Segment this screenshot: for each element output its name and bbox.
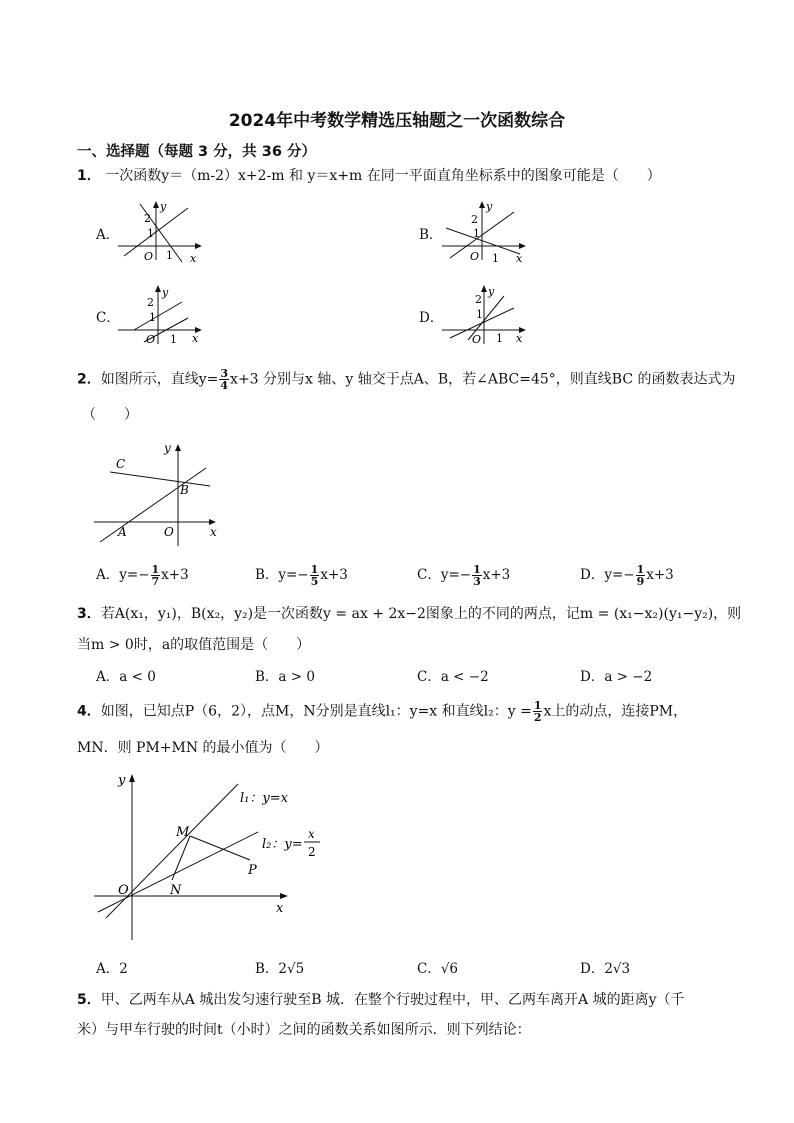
answer-paren: （ ） (82, 407, 138, 423)
question-number: 2． (77, 371, 101, 388)
question-4-line2: MN．则 PM+MN 的最小值为（ ） (77, 740, 329, 756)
segment-pm (190, 836, 250, 860)
y-label: y (162, 286, 169, 299)
fraction (151, 564, 161, 587)
q4-option-a: A．2 (96, 961, 128, 977)
origin-label: O (146, 333, 156, 346)
y-axis-arrow-icon (155, 285, 161, 292)
fraction (533, 700, 543, 723)
point-c-label: C (116, 457, 126, 471)
question-text-part2: x上的动点，连接PM， (543, 703, 688, 720)
y-axis-arrow-icon (153, 201, 159, 208)
tick-two: 2 (471, 213, 478, 226)
q3-option-b: B．a > 0 (255, 669, 315, 685)
question-number: 4． (77, 703, 101, 720)
option-label: D． (580, 567, 605, 583)
option-label: C． (417, 567, 441, 583)
q4-option-d: D．2√3 (580, 961, 631, 977)
line-l2-denominator: 2 (308, 845, 316, 859)
option-post: x+3 (161, 567, 189, 583)
q2-option-d (580, 563, 674, 587)
option-pre: y=− (440, 567, 472, 583)
option-post: x+3 (482, 567, 511, 583)
question-text-line1: 若A(x₁，y₁)，B(x₂，y₂)是一次函数y = ax + 2x−2图象上的不同的两点，记m = (x₁−x₂)(y₁−y₂)，则 (100, 606, 742, 622)
option-pre: y=− (278, 567, 309, 583)
line-l2-label: l₂：y= (262, 837, 303, 852)
x-tick-one: 1 (492, 252, 499, 265)
x-axis-arrow-icon (280, 893, 288, 899)
fraction-denominator: 9 (636, 575, 645, 588)
y-label: y (488, 285, 495, 298)
line-bc (110, 472, 210, 486)
fraction-numerator: 1 (533, 699, 542, 712)
y-label: y (164, 441, 171, 455)
x-label: x (276, 901, 284, 916)
fraction-denominator: 2 (533, 711, 542, 724)
option-pre: y=− (604, 567, 635, 583)
q2-option-b (255, 563, 348, 587)
q4-option-b: B．2√5 (255, 961, 305, 977)
tick-two: 2 (475, 293, 482, 306)
q3-option-d: D．a > −2 (580, 669, 653, 685)
q2-option-a (96, 563, 189, 587)
y-axis-arrow-icon (481, 285, 487, 292)
q2-figure (90, 438, 230, 548)
option-pre: y=− (119, 567, 150, 583)
tick-one: 1 (149, 311, 156, 324)
fraction-numerator: 3 (220, 367, 229, 380)
fraction-denominator: 7 (151, 575, 160, 588)
question-1 (77, 165, 661, 185)
option-label: A． (96, 567, 120, 583)
line-l1-label: l₁：y=x (240, 791, 288, 806)
q1-graph-c (116, 282, 206, 352)
fraction (310, 564, 320, 587)
q4-figure (90, 768, 340, 943)
origin-label: O (470, 250, 480, 263)
q1-option-b-label: B． (419, 227, 443, 243)
y-axis-arrow-icon (129, 774, 135, 782)
question-number: 5． (77, 992, 101, 1008)
question-4 (77, 700, 687, 723)
y-label: y (160, 200, 167, 213)
fraction-denominator: 3 (473, 575, 481, 588)
question-number: 3． (77, 606, 101, 622)
section-heading: 一、选择题（每题 3 分，共 36 分） (77, 144, 316, 160)
option-label: B． (255, 567, 279, 583)
fraction-denominator: 4 (220, 379, 229, 392)
question-3-line2: 当m > 0时，a的取值范围是（ ） (77, 637, 311, 653)
q1-graph-a (116, 198, 206, 268)
q1-option-d-label: D． (419, 310, 444, 326)
x-axis-arrow-icon (195, 243, 202, 249)
question-text: 一次函数y＝（m-2）x+2-m 和 y＝x+m 在同一平面直角坐标系中的图象可能是（ ） (105, 168, 661, 184)
question-text-part1: 如图所示，直线y= (100, 371, 219, 388)
y-label: y (486, 200, 493, 213)
x-label: x (210, 525, 217, 539)
q1-graph-b (440, 198, 530, 268)
segment-mn (172, 836, 190, 880)
fraction (636, 564, 646, 587)
tick-two: 2 (144, 212, 151, 225)
question-3 (77, 603, 741, 623)
question-5 (77, 989, 685, 1009)
x-label: x (192, 332, 199, 345)
q2-option-c (417, 563, 510, 587)
y-label: y (118, 773, 126, 788)
x-label: x (190, 252, 197, 265)
x-tick-one: 1 (166, 249, 173, 262)
point-a-label: A (118, 525, 127, 539)
tick-two: 2 (147, 296, 154, 309)
x-label: x (516, 252, 523, 265)
line-l2 (98, 832, 258, 912)
origin-label: O (118, 883, 129, 898)
q1-option-c-label: C． (96, 310, 120, 326)
option-post: x+3 (320, 567, 348, 583)
point-n-label: N (170, 883, 182, 898)
x-label: x (516, 332, 523, 345)
x-axis-arrow-icon (519, 243, 526, 249)
q3-option-a: A．a < 0 (96, 669, 156, 685)
question-text-part2: x+3 分别与x 轴、y 轴交于点A、B，若∠ABC=45°，则直线BC 的函数表达式为 (230, 371, 736, 388)
question-number: 1． (77, 168, 101, 184)
tick-one: 1 (473, 227, 480, 240)
tick-one: 1 (147, 227, 154, 240)
origin-label: O (164, 525, 174, 539)
fraction-numerator: 1 (151, 563, 160, 576)
point-p-label: P (248, 863, 257, 878)
tick-one: 1 (476, 308, 483, 321)
q1-option-a-label: A． (96, 227, 120, 243)
point-b-label: B (180, 483, 189, 497)
fraction-denominator: 5 (310, 575, 319, 588)
line-l2-numerator: x (308, 827, 315, 841)
fraction-numerator: 1 (310, 563, 319, 576)
question-5-line2: 米）与甲车行驶的时间t（小时）之间的函数关系如图所示．则下列结论： (77, 1022, 531, 1038)
q4-option-c: C．√6 (417, 961, 459, 977)
x-tick-one: 1 (170, 333, 177, 346)
origin-label: O (144, 250, 154, 263)
fraction (472, 564, 482, 587)
line-ab (100, 468, 206, 542)
question-2 (77, 368, 736, 391)
question-text-line1: 甲、乙两车从A 城出发匀速行驶至B 城．在整个行驶过程中，甲、乙两车离开A 城的距离y（千 (100, 992, 685, 1008)
point-m-label: M (176, 825, 190, 840)
line-one (446, 228, 520, 254)
y-axis-arrow-icon (479, 201, 485, 208)
fraction-numerator: 1 (636, 563, 645, 576)
paper-title: 2024年中考数学精选压轴题之一次函数综合 (228, 111, 566, 131)
y-axis-arrow-icon (175, 444, 181, 451)
q1-graph-d (440, 282, 530, 352)
question-text-part1: 如图，已知点P（6，2），点M，N分别是直线l₁：y=x 和直线l₂：y = (100, 703, 532, 720)
fraction-numerator: 1 (473, 563, 481, 576)
origin-label: O (472, 333, 482, 346)
x-tick-one: 1 (496, 332, 503, 345)
q3-option-c: C．a < −2 (417, 669, 489, 685)
fraction (219, 368, 229, 391)
option-post: x+3 (646, 567, 674, 583)
